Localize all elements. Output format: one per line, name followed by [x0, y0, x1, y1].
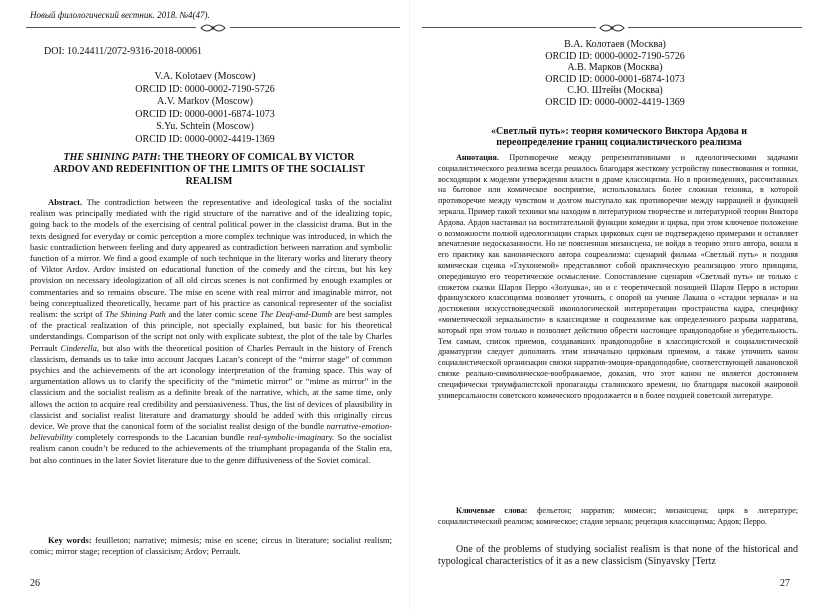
doi: DOI: 10.24411/2072-9316-2018-00061 — [44, 46, 202, 57]
abstract-italic: narrative-emotion-believability — [30, 421, 392, 443]
author-line: A.V. Markov (Moscow) — [157, 96, 253, 108]
authors-en — [0, 71, 410, 147]
title-rest: : THE THEORY OF COMICAL BY VICTOR ARDOV AND REDEFINITION OF THE LIMITS OF THE SOCIALIST REALISM — [53, 152, 365, 187]
author-line: ORCID ID: 0000-0001-6874-1073 — [545, 73, 685, 85]
abstract-text: The contradiction between the representative and ideological tasks of the socialist realism was principally mediated with the rigid structure of the narrative and of the idealizing topic, going back to the models of the exercising of central political power in the classicist drama. But in the texts designed for everyday or comic perception a more complex technique was introduced, in which the basic contradiction between feeling and duty appeared as contradiction between narration and symbolic function of a mirror. We find a good example of such technique in the literary works and literary theory of Viktor Ardov. Ardov insisted on educational function of the comedy and the circus, but his key provision on necessary ideologization of all old circus scenes is not confirmed by enough examples or commentaries and so remains obscure. The mise en scene with real mirror and imaginable mirror, not being conceptualized theoretically, became part of his practice as canonical representer of the socialist realism: the script of — [30, 197, 392, 320]
abstract-ru — [438, 153, 798, 401]
author-line: ORCID ID: 0000-0002-7190-5726 — [135, 83, 275, 95]
author-line: ORCID ID: 0000-0002-4419-1369 — [135, 133, 275, 145]
author-line: ORCID ID: 0000-0002-4419-1369 — [545, 96, 685, 108]
abstract-label: Аннотация. — [456, 153, 499, 162]
abstract-text: completely corresponds to the Lacanian bundle — [72, 432, 248, 443]
author-line: В.А. Колотаев (Москва) — [564, 39, 666, 50]
author-line: S.Yu. Schtein (Moscow) — [156, 121, 254, 133]
keywords-text: feuilleton; narrative; mimesis; mise en scene; circus in literature; socialist realism; comic; mirror stage; reception of classicism; Ardov; Perrault. — [30, 535, 392, 557]
abstract-text: and the later comic scene — [165, 309, 261, 320]
keywords-en — [30, 535, 392, 557]
article-title-ru: «Светлый путь»: теория комического Виктора Ардова и переопределение границ социалистического реализма — [490, 126, 747, 149]
body-paragraph: One of the problems of studying socialist realism is that none of the historical and typological characteristics of it as a new classicism (Sinyavsky [Tertz — [438, 544, 798, 567]
keywords-label: Key words: — [48, 535, 92, 545]
abstract-text: , but also with the theoretical position of Charles Perrault in the history of French classicism, demands us to take into account Jacques Lacan’s concept of the “mirror stage” of common psychics and the achievements of the art iconology interpretation of the framing space. This way of argumentation allows us to clarify the specificity of the “mimetic mirror” or “mime as mirror” in the classicism and the socialist realism as a definite break of the narrative, which, at the same time, only allows the action to acquire real credibility and persuasiveness. Thus, the list of devices of plausibility in classicist and socialist realist literature and dramaturgy should be added with this originally circus device. We prove that the canonical form of the socialist realist design of the bundle — [30, 342, 392, 432]
abstract-italic: The Shining Path — [105, 309, 166, 320]
header-rule-left — [26, 22, 400, 34]
ornament-icon — [599, 22, 625, 34]
author-line: V.A. Kolotaev (Moscow) — [154, 71, 256, 82]
abstract-label: Abstract. — [48, 197, 83, 207]
article-title-en — [50, 152, 368, 188]
page-number-right: 27 — [780, 578, 790, 589]
title-italic: THE SHINING PATH — [63, 152, 158, 163]
right-page — [410, 0, 820, 609]
ornament-icon — [200, 22, 226, 34]
abstract-text: are best samples of the practical realization of this principle, not specially explained, but basic for his theoretical understandings. Comparison of the script not only with explicate subtext, the plot of the tale by Charles Perrault — [30, 309, 393, 353]
abstract-text: So the socialist realism canon coudn’t be reduced to the achievements of the triumphant propaganda of the Stalin era, but also continues in the later Soviet literature due to the genre diffusiveness of the Soviet comical. — [30, 432, 392, 465]
keywords-text: фельетон; нарратив; мимесис; мизансцена; цирк в литературе; социалистический реализм; комическое; стадия зеркала; рецепция классицизма; Ардов; Перро. — [438, 506, 798, 526]
header-rule-right — [422, 22, 802, 34]
author-line: А.В. Марков (Москва) — [567, 62, 663, 74]
journal-header: Новый филологический вестник. 2018. №4(47). — [30, 10, 210, 20]
abstract-en — [30, 197, 392, 466]
author-line: ORCID ID: 0000-0002-7190-5726 — [545, 50, 685, 62]
keywords-ru — [438, 506, 798, 528]
abstract-text: Противоречие между репрезентативными и идеологическими задачами социалистического реализма всегда решалось благодаря жесткому устройству повествования и топики, восходящим к моделям утверждения власти в драме классицизма. Но в произведениях, рассчитанных на бытовое или комическое восприятие, использовалась более сложная техника, в которой противоречие между чувством и долгом выступало как противоречие между наррацией и функцией зеркала. Пример такой техники мы находим в литературном творчестве и литературной теории Виктора Ардова. Ардов настаивал на воспитательной функции комедии и цирка, при этом ключевое положение о возможности полной идеологизации старых цирковых сцен не подтверждено примерами и оставляет впечатление недосказанности. Но не поясненная мизансцена, не войдя в теорию этого автора, вошла в его практику как канонического автора соцреализма: сценарий фильма «Светлый путь» и поздняя комическая сценка «Глухонемой» представляют собой практическую реализацию этого принципа, опередившую его теоретическое осмысление. Сопоставление сценария «Светлый путь» не только с сюжетом сказки Шарля Перро «Золушка», но и с теоретической позицией Шарля Перро в истории французского классицизма позволяет уточнить, с опорой на учение Лакана о «стадии зеркала» и на достижения искусствоведческой иконологической интерпретации пространства кадра, специфику «миметической зеркальности» в классицизме и соцреализме как определенного разрыва нарратива, который при этом только и позволяет действию обрести настоящее правдоподобие и убедительность. Тем самым, список приемов, создававших правдоподобие в классицистской и социалистической драматургии следует дополнить этим изначально цирковым приемом, а также уточнить канон социалистической организации связки нарратив-эмоция-правдоподобие, соответствующей лакановской связке реально-символическое-воображаемое, доказав, что этот канон не является достоянием специфически триумфалистской пропаганды сталинского времени, но благодаря высокой жанровой универсальности советского комического продолжается и в более поздней советской литературе. — [438, 153, 798, 400]
authors-ru — [410, 39, 820, 109]
abstract-italic: real-symbolic-imaginary. — [247, 432, 335, 443]
abstract-italic: The Deaf-and-Dumb — [260, 309, 332, 320]
author-line: ORCID ID: 0000-0001-6874-1073 — [135, 108, 275, 120]
page-number-left: 26 — [30, 578, 40, 589]
keywords-label: Ключевые слова: — [456, 506, 528, 515]
abstract-italic: Cinderella — [60, 342, 97, 353]
author-line: С.Ю. Штейн (Москва) — [567, 85, 663, 97]
